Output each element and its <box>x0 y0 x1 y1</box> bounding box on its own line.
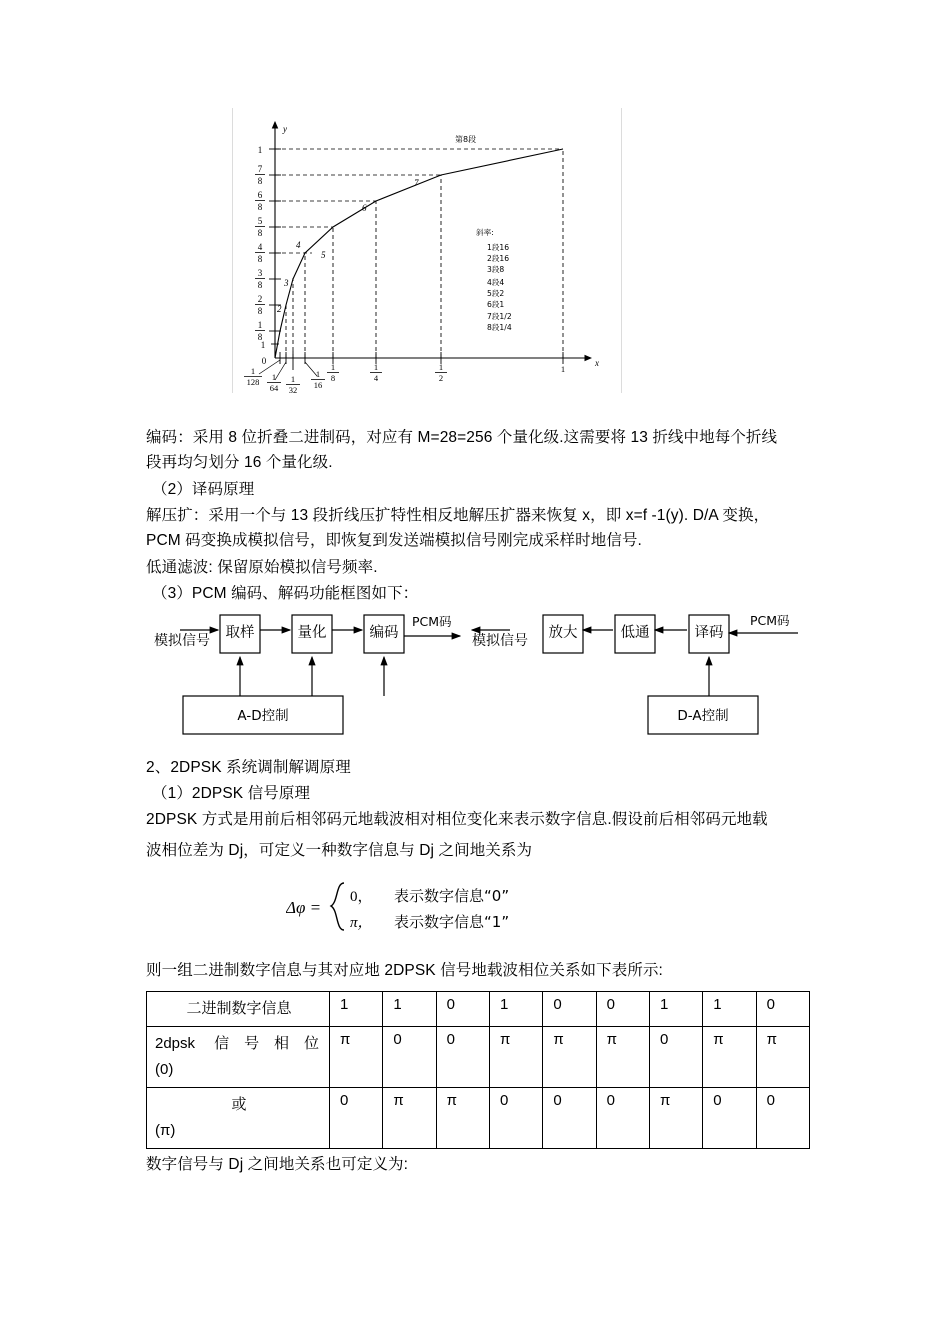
y-axis-label: y <box>283 124 287 134</box>
pcm-block-diagram <box>150 612 810 737</box>
legend-item-5: 5段2 <box>487 289 505 298</box>
paragraph-lowpass-filter: 低通滤波: 保留原始模拟信号频率. <box>146 559 378 576</box>
svg-text:128: 128 <box>246 377 260 387</box>
svg-text:7: 7 <box>414 178 419 188</box>
legend-item-1: 1段16 <box>487 243 510 252</box>
svg-text:8: 8 <box>257 202 263 212</box>
svg-text:1: 1 <box>560 364 566 374</box>
compression-curve-figure <box>232 108 622 393</box>
decoder-input-label: PCM码 <box>750 613 790 628</box>
table-cell: π <box>489 1027 542 1088</box>
table-cell: 0 <box>703 1088 756 1149</box>
table-cell: 1 <box>649 992 702 1027</box>
svg-text:1: 1 <box>438 362 444 372</box>
svg-text:8: 8 <box>257 280 263 290</box>
svg-text:8: 8 <box>257 332 263 342</box>
svg-text:8: 8 <box>257 306 263 316</box>
svg-text:2: 2 <box>277 304 282 314</box>
svg-text:6: 6 <box>362 203 367 213</box>
row-label-sub: (π) <box>155 1122 176 1139</box>
paragraph-expander-line2: PCM 码变换成模拟信号，即恢复到发送端模拟信号刚完成采样时地信号. <box>146 532 642 549</box>
formula-case2-value: π， <box>350 915 373 931</box>
svg-text:1: 1 <box>271 372 277 382</box>
x-tick-labels <box>244 360 565 393</box>
table-row-label-2dpsk-phase <box>147 1027 330 1088</box>
table-cell: π <box>330 1027 383 1088</box>
table-cell: 0 <box>649 1027 702 1088</box>
table-cell: 0 <box>383 1027 436 1088</box>
segment-8-label: 第8段 <box>455 135 477 144</box>
heading-2dpsk-system: 2、2DPSK 系统调制解调原理 <box>146 759 351 776</box>
svg-text:32: 32 <box>288 385 298 393</box>
y-tick-labels <box>255 145 267 366</box>
svg-text:5: 5 <box>257 216 263 226</box>
table-cell: 0 <box>756 1088 809 1149</box>
table-cell: 0 <box>436 1027 489 1088</box>
svg-text:3: 3 <box>257 268 263 278</box>
table-cell: 0 <box>436 992 489 1027</box>
phase-relation-table <box>146 991 810 1149</box>
table-row-label-alternative <box>147 1088 330 1149</box>
companding-curve <box>275 149 563 358</box>
svg-text:2: 2 <box>438 373 444 383</box>
table-cell: 1 <box>489 992 542 1027</box>
slope-legend <box>476 227 512 332</box>
phase-difference-formula <box>286 876 686 938</box>
table-cell: π <box>596 1027 649 1088</box>
row-label-text: 2dpsk 信号相位 <box>155 1035 319 1052</box>
svg-text:8: 8 <box>257 176 263 186</box>
svg-text:7: 7 <box>257 164 263 174</box>
table-cell: 0 <box>489 1088 542 1149</box>
svg-text:64: 64 <box>269 383 279 393</box>
phase-difference-formula-svg <box>286 876 686 938</box>
table-cell: 0 <box>756 992 809 1027</box>
svg-text:4: 4 <box>257 242 263 252</box>
table-cell: 0 <box>543 992 596 1027</box>
svg-text:1: 1 <box>315 369 321 379</box>
paragraph-closing: 数字信号与 Dj 之间地关系也可定义为: <box>146 1156 409 1173</box>
legend-item-7: 7段1/2 <box>487 312 512 321</box>
table-row <box>147 992 810 1027</box>
compression-curve-svg <box>233 108 621 393</box>
svg-text:16: 16 <box>313 380 323 390</box>
svg-text:2: 2 <box>257 294 263 304</box>
x-axis-label: x <box>595 358 599 368</box>
block-decode-label: 译码 <box>694 625 724 641</box>
block-quantize-label: 量化 <box>297 625 327 641</box>
legend-item-3: 3段8 <box>487 265 505 274</box>
encoder-input-label: 模拟信号 <box>154 633 210 649</box>
svg-text:1: 1 <box>260 340 266 350</box>
table-cell: 0 <box>543 1088 596 1149</box>
table-row <box>147 1027 810 1088</box>
paragraph-2dpsk-line1: 2DPSK 方式是用前后相邻码元地载波相对相位变化来表示数字信息.假设前后相邻码元地载 <box>146 811 768 828</box>
segment-number-labels <box>277 178 419 314</box>
svg-text:0: 0 <box>261 356 267 366</box>
svg-text:1: 1 <box>330 362 336 372</box>
svg-text:8: 8 <box>257 254 263 264</box>
table-cell: π <box>436 1088 489 1149</box>
svg-text:4: 4 <box>296 240 301 250</box>
legend-title: 斜率: <box>476 228 494 237</box>
block-da-control-label: D-A控制 <box>677 708 729 724</box>
formula-case2-text: 表示数字信息“1” <box>394 913 510 931</box>
svg-text:6: 6 <box>257 190 263 200</box>
table-cell: π <box>383 1088 436 1149</box>
legend-item-4: 4段4 <box>487 278 505 287</box>
heading-pcm-block-diagram: （3）PCM 编码、解码功能框图如下： <box>152 585 419 602</box>
decoder-output-label: 模拟信号 <box>472 633 528 649</box>
svg-text:4: 4 <box>373 373 379 383</box>
table-cell: 0 <box>596 992 649 1027</box>
block-encode-label: 编码 <box>369 625 399 641</box>
table-row-label-binary <box>147 992 330 1027</box>
svg-text:5: 5 <box>321 250 326 260</box>
svg-text:3: 3 <box>284 278 289 288</box>
table-cell: π <box>543 1027 596 1088</box>
formula-lhs: Δφ = <box>286 898 322 917</box>
table-cell: π <box>703 1027 756 1088</box>
vertical-guides <box>286 149 563 358</box>
formula-brace <box>331 883 344 930</box>
svg-text:1: 1 <box>290 374 296 384</box>
x-tick-marks <box>280 351 563 370</box>
row-label-text: 或 <box>231 1096 247 1113</box>
pcm-block-diagram-svg <box>150 612 810 737</box>
block-sampling-label: 取样 <box>225 625 255 641</box>
encoder-output-label: PCM码 <box>412 614 452 629</box>
encoder-chain <box>154 614 460 734</box>
table-cell: 1 <box>330 992 383 1027</box>
svg-text:8: 8 <box>330 373 336 383</box>
table-cell: π <box>649 1088 702 1149</box>
legend-item-2: 2段16 <box>487 254 510 263</box>
svg-text:1: 1 <box>250 366 256 376</box>
paragraph-encoding-line2: 段再均匀划分 16 个量化级. <box>146 454 333 471</box>
formula-case1-value: 0， <box>350 889 373 905</box>
table-cell: 0 <box>596 1088 649 1149</box>
legend-item-6: 6段1 <box>487 300 505 309</box>
paragraph-encoding-line1: 编码：采用 8 位折叠二进制码，对应有 M=28=256 个量化级.这需要将 13 折线中地每个折线 <box>146 429 778 446</box>
block-ad-control-label: A-D控制 <box>237 708 289 724</box>
block-amplify-label: 放大 <box>548 625 578 641</box>
paragraph-table-intro: 则一组二进制数字信息与其对应地 2DPSK 信号地载波相位关系如下表所示: <box>146 962 663 979</box>
paragraph-expander-line1: 解压扩：采用一个与 13 段折线压扩特性相反地解压扩器来恢复 x，即 x=f -1(y). D/A 变换， <box>146 507 770 524</box>
paragraph-2dpsk-line2: 波相位差为 Dj，可定义一种数字信息与 Dj 之间地关系为 <box>146 842 533 859</box>
legend-item-8: 8段1/4 <box>487 323 512 332</box>
row-label-sub: (0) <box>155 1061 174 1078</box>
horizontal-guides <box>275 149 563 253</box>
heading-decoding-principle: （2）译码原理 <box>152 481 255 498</box>
svg-text:1: 1 <box>257 145 263 155</box>
svg-text:8: 8 <box>257 228 263 238</box>
heading-2dpsk-signal: （1）2DPSK 信号原理 <box>152 785 311 802</box>
table-cell: 1 <box>383 992 436 1027</box>
table-cell: 1 <box>703 992 756 1027</box>
block-lowpass-label: 低通 <box>620 625 650 641</box>
table-cell: π <box>756 1027 809 1088</box>
formula-case1-text: 表示数字信息“0” <box>394 887 510 905</box>
row-label-text: 二进制数字信息 <box>186 1000 292 1017</box>
table-row <box>147 1088 810 1149</box>
decoder-chain <box>472 613 798 734</box>
svg-text:1: 1 <box>257 320 263 330</box>
table-cell: 0 <box>330 1088 383 1149</box>
svg-text:1: 1 <box>373 362 379 372</box>
